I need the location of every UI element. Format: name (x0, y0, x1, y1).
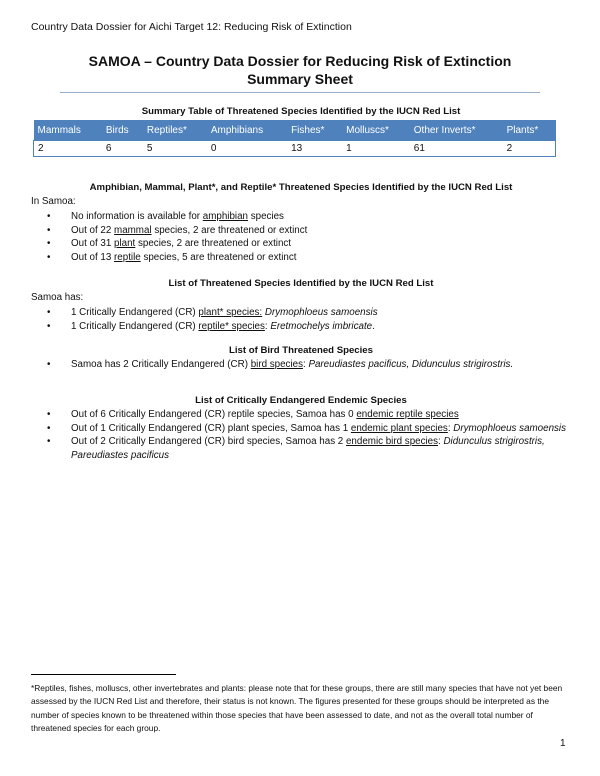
table-cell: 0 (207, 141, 287, 157)
bullet-icon: • (47, 436, 51, 447)
list-item: • Out of 13 reptile species, 5 are threatened or extinct (47, 251, 297, 263)
link-plant-species[interactable]: plant* species: (198, 307, 263, 318)
species-name: Drymophloeus samoensis (453, 422, 566, 434)
link-endemic-reptile-species[interactable]: endemic reptile species (356, 409, 459, 420)
endemic-species-list (31, 408, 571, 462)
section-heading-species-groups: Amphibian, Mammal, Plant*, and Reptile* Threatened Species Identified by the IUCN Red List (89, 182, 513, 193)
list-item: • 1 Critically Endangered (CR) reptile* species: Eretmochelys imbricate. (47, 320, 375, 332)
bullet-icon: • (47, 224, 51, 236)
table-cell: 13 (287, 141, 342, 157)
link-reptile[interactable]: reptile (114, 251, 141, 263)
list-item: • Out of 1 Critically Endangered (CR) plant species, Samoa has 1 endemic plant species: Drymophloeus samoensis (47, 422, 566, 434)
table-cell: 6 (102, 141, 143, 157)
bullet-icon: • (47, 238, 51, 249)
species-name: Eretmochelys imbricate (270, 320, 373, 332)
list-item: • Out of 31 plant species, 2 are threatened or extinct (47, 238, 292, 249)
species-groups-list (31, 210, 571, 264)
list-item: • 1 Critically Endangered (CR) plant* species: Drymophloeus samoensis (47, 307, 378, 318)
species-name: Didunculus strigirostris, Pareudiastes pacificus (71, 436, 545, 461)
section-heading-threatened-list: List of Threatened Species Identified by the IUCN Red List (168, 278, 434, 289)
bird-species-list (31, 358, 571, 372)
footnote-divider (31, 674, 176, 675)
section-intro: In Samoa: (31, 196, 76, 207)
running-header: Country Data Dossier for Aichi Target 12: Reducing Risk of Extinction (31, 21, 352, 33)
bullet-icon: • (47, 320, 51, 332)
bullet-icon: • (47, 422, 51, 434)
list-item: • Out of 22 mammal species, 2 are threatened or extinct (47, 224, 308, 236)
summary-table (33, 120, 556, 157)
link-mammal[interactable]: mammal (114, 224, 152, 236)
list-item: • Samoa has 2 Critically Endangered (CR) bird species: Pareudiastes pacificus, Didunculus strigirostris. (47, 359, 514, 370)
page-title: SAMOA – Country Data Dossier for Reducing Risk of Extinction Summary Sheet (88, 53, 512, 87)
page-number: 1 (560, 738, 566, 749)
table-row (34, 141, 556, 157)
column-header: Mammals (34, 120, 102, 141)
list-item: • Out of 6 Critically Endangered (CR) reptile species, Samoa has 0 endemic reptile species (47, 409, 459, 420)
link-endemic-bird-species[interactable]: endemic bird species (345, 436, 439, 447)
section-intro: Samoa has: (31, 292, 84, 303)
link-amphibian[interactable]: amphibian (202, 211, 248, 222)
bullet-icon: • (47, 359, 51, 370)
title-divider (60, 92, 540, 93)
table-cell: 1 (342, 141, 410, 157)
column-header: Amphibians (207, 120, 287, 141)
column-header: Plants* (503, 120, 556, 141)
table-cell: 2 (503, 141, 556, 157)
column-header: Fishes* (287, 120, 342, 141)
table-cell: 5 (143, 141, 207, 157)
column-header: Other Inverts* (410, 120, 503, 141)
link-bird-species[interactable]: bird species (250, 359, 303, 370)
footnote: *Reptiles, fishes, molluscs, other invertebrates and plants: please note that for these groups, there are still many species that have not yet been assessed by the IUCN Red List and therefore, their status is not known. The figures presented for these groups should be interpreted as the number of species known to be threatened within those species that have been assessed to date, and not as the overall total number of threatened species for each group. (31, 683, 563, 733)
column-header: Birds (102, 120, 143, 141)
species-name: Drymophloeus samoensis (264, 307, 378, 318)
link-endemic-plant-species[interactable]: endemic plant species (350, 422, 448, 434)
column-header: Molluscs* (342, 120, 410, 141)
bullet-icon: • (47, 409, 51, 420)
table-header-row (34, 120, 556, 141)
list-item: • Out of 2 Critically Endangered (CR) bird species, Samoa has 2 endemic bird species: Didunculus strigirostris, Pareudiastes pacificus (47, 436, 545, 461)
threatened-species-list (31, 306, 571, 333)
table-cell: 61 (410, 141, 503, 157)
section-heading-endemic-species: List of Critically Endangered Endemic Species (195, 395, 407, 406)
column-header: Reptiles* (143, 120, 207, 141)
bullet-icon: • (47, 251, 51, 263)
table-cell: 2 (34, 141, 102, 157)
link-plant[interactable]: plant (114, 238, 136, 249)
bullet-icon: • (47, 211, 51, 222)
summary-table-heading: Summary Table of Threatened Species Identified by the IUCN Red List (141, 106, 461, 117)
list-item: • No information is available for amphibian species (47, 211, 284, 222)
species-name: Pareudiastes pacificus, Didunculus strigirostris. (308, 359, 514, 370)
link-reptile-species[interactable]: reptile* species (198, 320, 265, 332)
section-heading-bird-species: List of Bird Threatened Species (229, 345, 373, 356)
bullet-icon: • (47, 307, 51, 318)
